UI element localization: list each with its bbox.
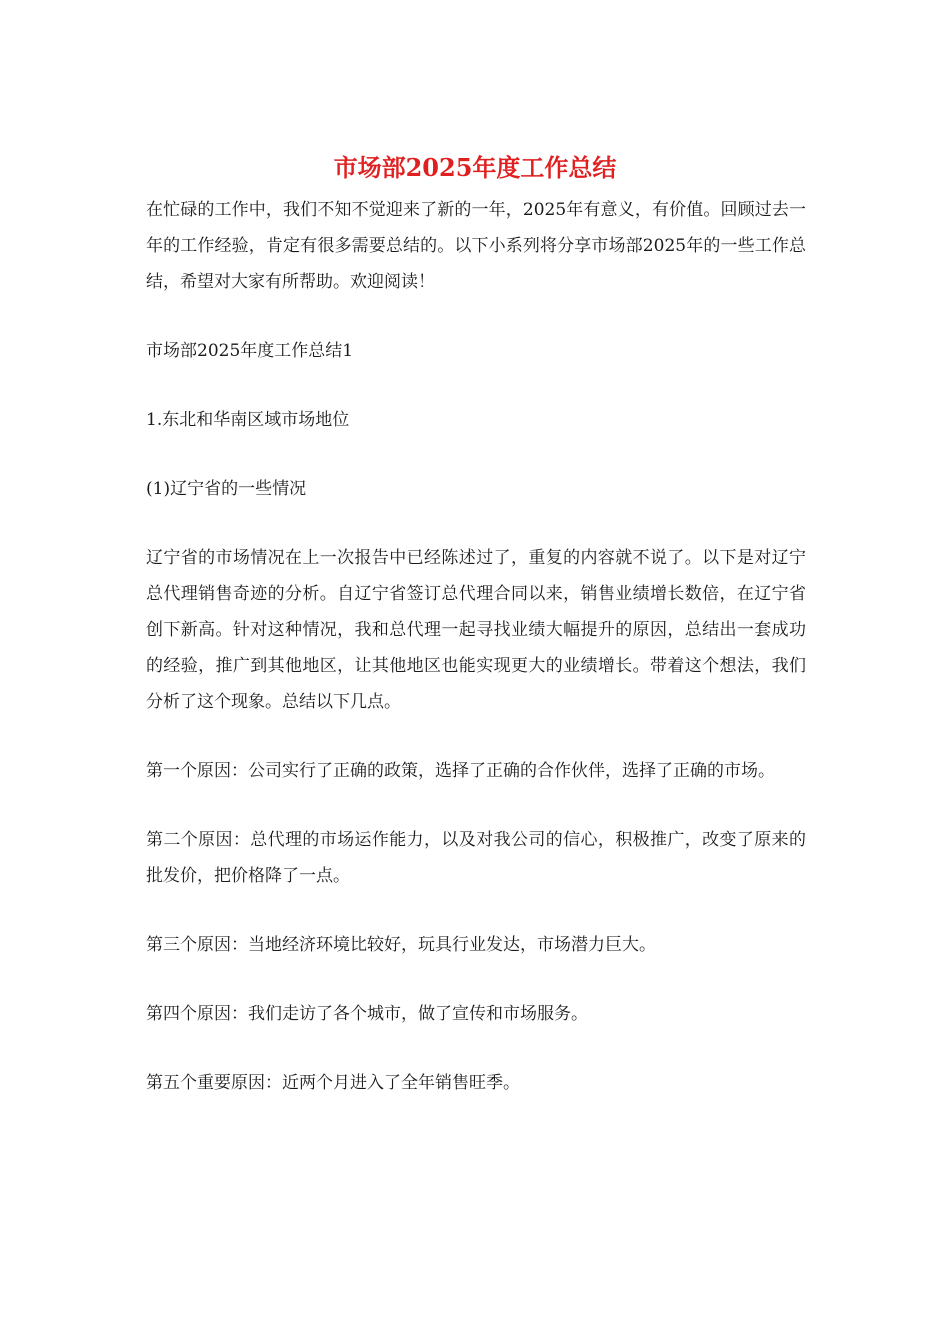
subsection-heading: 1.东北和华南区域市场地位 xyxy=(146,410,350,430)
body-paragraph: 辽宁省的市场情况在上一次报告中已经陈述过了，重复的内容就不说了。以下是对辽宁总代理销售奇迹的分析。自辽宁省签订总代理合同以来，销售业绩增长数倍，在辽宁省创下新高。针对这种情况，我和总代理一起寻找业绩大幅提升的原因，总结出一套成功的经验，推广到其他地区，让其他地区也能实现更大的业绩增长。带着这个想法，我们分析了这个现象。总结以下几点。 xyxy=(146,548,806,712)
reason-paragraph: 第四个原因：我们走访了各个城市，做了宣传和市场服务。 xyxy=(146,1004,588,1024)
document-title: 市场部2025年度工作总结 xyxy=(333,153,617,182)
reason-paragraph: 第五个重要原因：近两个月进入了全年销售旺季。 xyxy=(146,1073,520,1093)
reason-paragraph: 第三个原因：当地经济环境比较好，玩具行业发达，市场潜力巨大。 xyxy=(146,935,656,955)
reason-paragraph: 第二个原因：总代理的市场运作能力，以及对我公司的信心，积极推广，改变了原来的批发价，把价格降了一点。 xyxy=(146,830,806,886)
reason-paragraph: 第一个原因：公司实行了正确的政策，选择了正确的合作伙伴，选择了正确的市场。 xyxy=(146,761,775,781)
section-heading: 市场部2025年度工作总结1 xyxy=(146,341,354,361)
subsubsection-heading: (1)辽宁省的一些情况 xyxy=(146,479,307,499)
intro-paragraph: 在忙碌的工作中，我们不知不觉迎来了新的一年，2025年有意义，有价值。回顾过去一年的工作经验，肯定有很多需要总结的。以下小系列将分享市场部2025年的一些工作总结，希望对大家有所帮助。欢迎阅读！ xyxy=(146,200,806,292)
document-body xyxy=(146,192,806,1101)
